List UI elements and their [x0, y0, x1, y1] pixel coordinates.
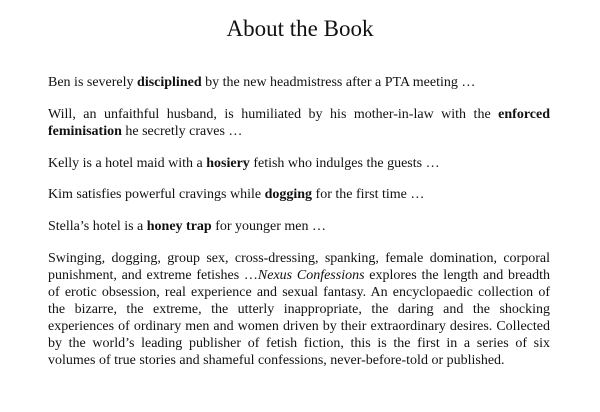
blurb-text: for the first time …	[312, 187, 425, 203]
blurb-keyword: dogging	[264, 187, 313, 203]
blurb-keyword: honey trap	[146, 219, 212, 235]
blurb-keyword: enforced feminisation	[48, 106, 550, 139]
blurb-text: Will, an unfaithful husband, is humiliated by his mother-in-law with the	[48, 106, 499, 122]
blurb-paragraph	[48, 218, 550, 235]
blurb-text: fetish who indulges the guests …	[249, 155, 440, 171]
blurb-paragraph	[48, 155, 550, 172]
blurb-text: he secretly craves …	[121, 123, 243, 139]
blurb-text: Kelly is a hotel maid with a	[48, 155, 207, 171]
blurb-paragraph	[48, 186, 550, 203]
blurb-keyword: disciplined	[137, 75, 202, 90]
blurb-text: for younger men …	[211, 219, 327, 235]
blurb-text: by the new headmistress after a PTA meeting …	[201, 75, 476, 90]
blurb-text: Ben is severely	[48, 75, 138, 90]
blurb-keyword: hosiery	[206, 155, 250, 171]
summary-paragraph	[48, 250, 550, 369]
summary-text: explores the length and breadth of erotic obsession, real experience and sexual fantasy. An encyclopaedic collection of the bizarre, the extreme, the utterly inappropriate, the daring and the shocking experiences of ordinary men and women driven by their extraordinary desires. Collected by the world’s leading publisher of fetish fiction, this is the first in a series of six volumes of true stories and shameful confessions, never-before-told or published.	[48, 267, 550, 368]
blurb-text: Kim satisfies powerful cravings while	[48, 187, 265, 203]
blurb-text: Stella’s hotel is a	[48, 219, 147, 235]
blurb-paragraph	[48, 106, 550, 140]
series-title: Nexus Confessions	[257, 267, 365, 283]
blurb-paragraph	[48, 74, 550, 91]
summary-text: Swinging, dogging, group sex, cross-dressing, spanking, female domination, corporal punishment, and extreme fetishes …	[48, 250, 550, 283]
page-title: About the Book	[226, 16, 374, 41]
book-description	[48, 74, 550, 369]
